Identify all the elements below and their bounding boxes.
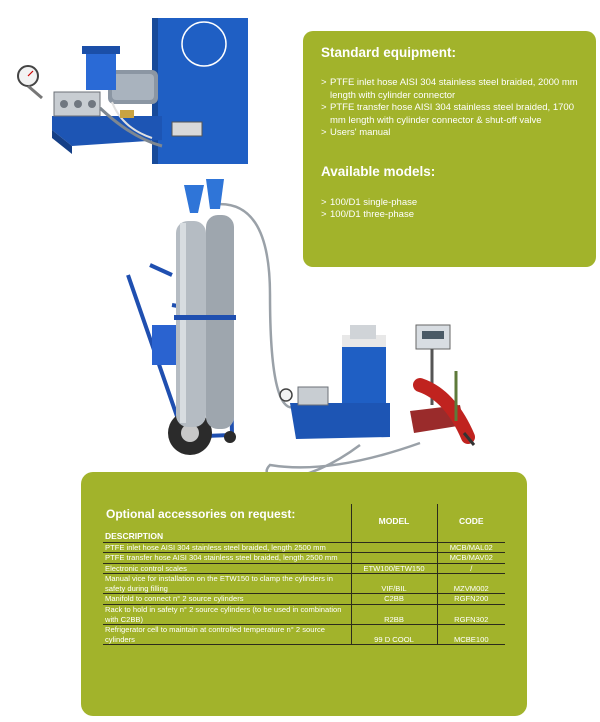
row-model	[351, 553, 437, 564]
standard-equipment-list	[321, 77, 584, 140]
setup-photo	[120, 175, 480, 495]
optional-accessories-panel	[81, 472, 527, 716]
list-item: > PTFE inlet hose AISI 304 stainless steel braided, 2000 mm length with cylinder connector	[321, 77, 584, 102]
row-description: Electronic control scales	[103, 563, 351, 574]
pressure-gauge-icon	[280, 389, 292, 401]
description-header: DESCRIPTION	[105, 530, 164, 541]
available-models-title: Available models:	[321, 163, 436, 179]
machine-photo	[12, 18, 248, 164]
row-description: PTFE inlet hose AISI 304 stainless steel braided, length 2500 mm	[103, 542, 351, 553]
standard-equipment-title: Standard equipment:	[321, 45, 457, 60]
table-row	[103, 553, 505, 564]
table-header-row	[103, 504, 505, 542]
list-item: > Users' manual	[321, 127, 584, 140]
machine-illustration	[12, 18, 248, 164]
row-description: Manifold to connect n° 2 source cylinders	[103, 594, 351, 605]
row-description: Refrigerator cell to maintain at controlled temperature n° 2 source cylinders	[103, 625, 351, 645]
row-model: VIF/BIL	[351, 574, 437, 594]
list-item: > PTFE transfer hose AISI 304 stainless steel braided, 1700 mm length with cylinder connector & shut-off valve	[321, 102, 584, 127]
row-code: MCBE100	[437, 625, 505, 645]
row-model: ETW100/ETW150	[351, 563, 437, 574]
setup-illustration	[120, 175, 480, 495]
table-row	[103, 563, 505, 574]
row-model: C2BB	[351, 594, 437, 605]
code-header: CODE	[437, 504, 505, 542]
table-row	[103, 542, 505, 553]
row-code: RGFN200	[437, 594, 505, 605]
row-code: MCB/MAV02	[437, 553, 505, 564]
table-row	[103, 625, 505, 645]
accessories-table	[103, 504, 505, 645]
row-code: MCB/MAL02	[437, 542, 505, 553]
row-model: 99 D COOL	[351, 625, 437, 645]
row-model	[351, 542, 437, 553]
row-code: /	[437, 563, 505, 574]
row-model: R2BB	[351, 605, 437, 625]
model-header: MODEL	[351, 504, 437, 542]
row-description: Manual vice for installation on the ETW150 to clamp the cylinders in safety during filling	[103, 574, 351, 594]
table-row	[103, 605, 505, 625]
table-row	[103, 574, 505, 594]
optional-accessories-title: Optional accessories on request:	[106, 507, 296, 521]
table-row	[103, 594, 505, 605]
row-code: MZVM002	[437, 574, 505, 594]
row-description: PTFE transfer hose AISI 304 stainless steel braided, length 2500 mm	[103, 553, 351, 564]
row-description: Rack to hold in safety n° 2 source cylinders (to be used in combination with C2BB)	[103, 605, 351, 625]
list-item: > 100/D1 single-phase	[321, 197, 584, 210]
row-code: RGFN302	[437, 605, 505, 625]
list-item: > 100/D1 three-phase	[321, 209, 584, 222]
